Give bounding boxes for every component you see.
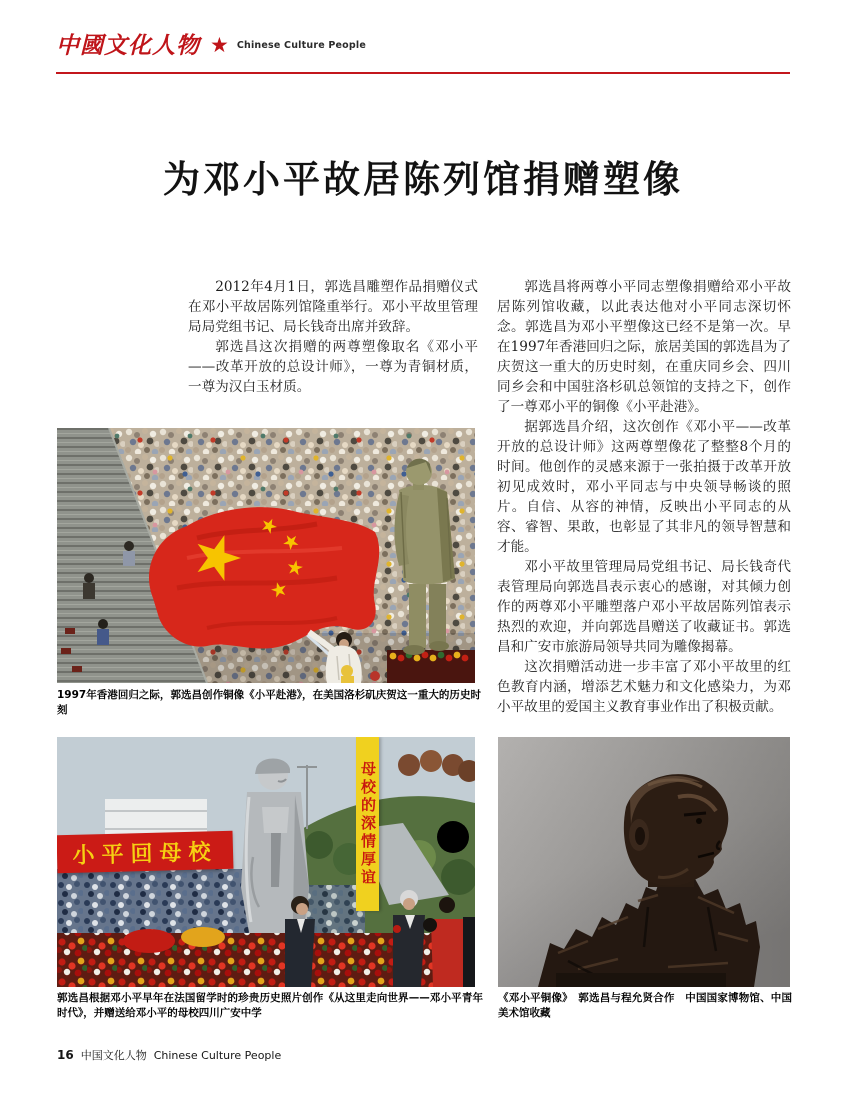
page-footer xyxy=(57,1047,281,1063)
bust-base xyxy=(556,973,726,987)
photo1-caption: 1997年香港回归之际，郭选昌创作铜像《小平赴港》，在美国洛杉矶庆贺这一重大的历史时刻 xyxy=(57,689,481,716)
photo3-caption: 《邓小平铜像》 郭选昌与程允贤合作 中国国家博物馆、中国美术馆收藏 xyxy=(498,992,792,1019)
photo-bronze-bust-art xyxy=(498,737,790,987)
article-paragraph: 郭选昌将两尊小平同志塑像捐赠给邓小平故居陈列馆收藏，以此表达他对小平同志深切怀念。郭选昌为邓小平塑像这已经不是第一次。早在1997年香港回归之际，旅居美国的郭选昌为了庆贺这一重大的历史时刻，在重庆同乡会、四川同乡会和中国驻洛杉矶总领馆的支持之下，创作了一尊邓小平的铜像《小平赴港》。 xyxy=(497,279,791,415)
article-title: 为邓小平故居陈列馆捐赠塑像 xyxy=(163,157,683,201)
article-paragraph: 2012年4月1日，郭选昌雕塑作品捐赠仪式在邓小平故居陈列馆隆重举行。邓小平故里管理局局党组书记、局长钱奇出席并致辞。 xyxy=(188,279,478,335)
article-column-left xyxy=(188,277,478,397)
article-column-right xyxy=(497,277,791,717)
header-red-rule xyxy=(56,72,790,74)
star-icon: ★ xyxy=(210,32,229,57)
photo-flag-ceremony xyxy=(57,428,475,683)
page-number: 16 xyxy=(57,1048,74,1062)
footer-magazine-english: Chinese Culture People xyxy=(153,1049,282,1062)
yellow-vertical-banner: 母校的深情厚谊 xyxy=(356,737,379,911)
magazine-logo-english: Chinese Culture People xyxy=(236,39,366,51)
red-banner: 小平回母校 xyxy=(57,831,233,874)
article-paragraph: 郭选昌这次捐赠的两尊塑像取名《邓小平——改革开放的总设计师》，一尊为青铜材质，一尊为汉白玉材质。 xyxy=(188,339,478,395)
photo-flag-ceremony-art xyxy=(57,428,475,683)
photo2-caption: 郭选昌根据邓小平早年在法国留学时的珍贵历史照片创作《从这里走向世界——邓小平青年时代》，并赠送给邓小平的母校四川广安中学 xyxy=(57,992,483,1019)
magazine-logo-chinese: 中國文化人物 xyxy=(56,31,200,59)
page-header xyxy=(56,30,366,60)
article-paragraph: 这次捐赠活动进一步丰富了邓小平故里的红色教育内涵，增添艺术魅力和文化感染力，为邓小平故里的爱国主义教育事业作出了积极贡献。 xyxy=(497,659,791,715)
article-paragraph: 邓小平故里管理局局党组书记、局长钱奇代表管理局向郭选昌表示衷心的感谢，对其倾力创作的两尊邓小平雕塑落户邓小平故居陈列馆表示热烈的欢迎，并向郭选昌赠送了收藏证书。郭选昌和广安市旅游局领导共同为雕像揭幕。 xyxy=(497,559,791,655)
photo-statue-unveiling xyxy=(57,737,475,987)
article-paragraph: 据郭选昌介绍，这次创作《邓小平——改革开放的总设计师》这两尊塑像花了整整8个月的时间。他创作的灵感来源于一张拍摄于改革开放初见成效时，邓小平同志与中央领导畅谈的照片。自信、从容的神情，反映出小平同志的从容、睿智、果敢，也彰显了其非凡的领导智慧和才能。 xyxy=(497,419,791,555)
footer-magazine-chinese: 中国文化人物 xyxy=(80,1049,147,1062)
photo-bronze-bust xyxy=(498,737,790,987)
